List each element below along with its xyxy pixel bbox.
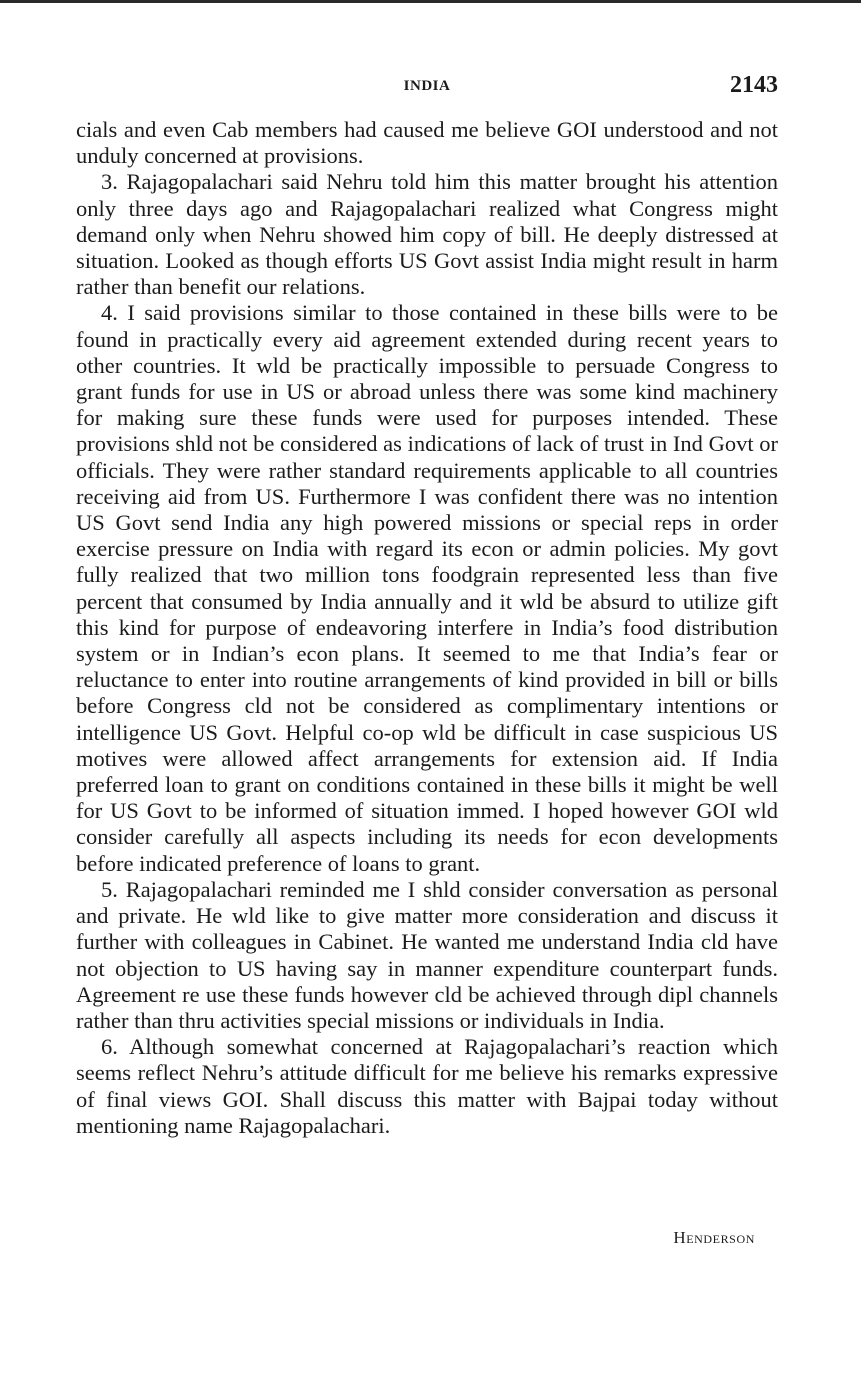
paragraph-3: 3. Rajagopalachari said Nehru told him this matter brought his attention only three days ago and Rajagopalachari realized what Congress might demand only when Nehru showed him copy of bill. He deeply distressed at situation. Looked as though efforts US Govt assist India might result in harm rather than benefit our relations.	[76, 169, 778, 300]
document-body	[76, 117, 778, 1139]
paragraph-4: 4. I said provisions similar to those contained in these bills were to be found in practically every aid agreement extended during recent years to other countries. It wld be practically impossible to persuade Congress to grant funds for use in US or abroad unless there was some kind machinery for making sure these funds were used for purposes intended. These provisions shld not be considered as indications of lack of trust in Ind Govt or officials. They were rather standard requirements applicable to all countries receiving aid from US. Furthermore I was confident there was no intention US Govt send India any high powered missions or special reps in order exercise pressure on India with regard its econ or admin policies. My govt fully realized that two million tons foodgrain represented less than five percent that consumed by India annually and it wld be absurd to utilize gift this kind for purpose of endeavoring interfere in India’s food distribution system or in Indian’s econ plans. It seemed to me that India’s fear or reluctance to enter into routine arrangements of kind provided in bill or bills before Congress cld not be considered as complimentary intentions or intelligence US Govt. Helpful co-op wld be difficult in case suspicious US motives were allowed affect arrangements for extension aid. If India preferred loan to grant on conditions contained in these bills it might be well for US Govt to be informed of situation immed. I hoped however GOI wld consider carefully all aspects including its needs for econ developments before indicated preference of loans to grant.	[76, 300, 778, 876]
page-header	[76, 72, 778, 104]
signature: Henderson	[673, 1228, 755, 1247]
top-edge-rule	[0, 0, 861, 3]
page-number: 2143	[730, 72, 778, 98]
paragraph-continued: cials and even Cab members had caused me believe GOI understood and not unduly concerned at provisions.	[76, 117, 778, 169]
paragraph-6: 6. Although somewhat concerned at Rajagopalachari’s reaction which seems reflect Nehru’s attitude difficult for me believe his remarks expressive of final views GOI. Shall discuss this matter with Bajpai today without mentioning name Rajagopalachari.	[76, 1034, 778, 1138]
running-head: INDIA	[403, 78, 451, 94]
paragraph-5: 5. Rajagopalachari reminded me I shld consider conversation as personal and private. He wld like to give matter more consideration and discuss it further with colleagues in Cabinet. He wanted me understand India cld have not objection to US having say in manner expenditure counterpart funds. Agreement re use these funds however cld be achieved through dipl channels rather than thru activities special missions or individuals in India.	[76, 876, 778, 1033]
